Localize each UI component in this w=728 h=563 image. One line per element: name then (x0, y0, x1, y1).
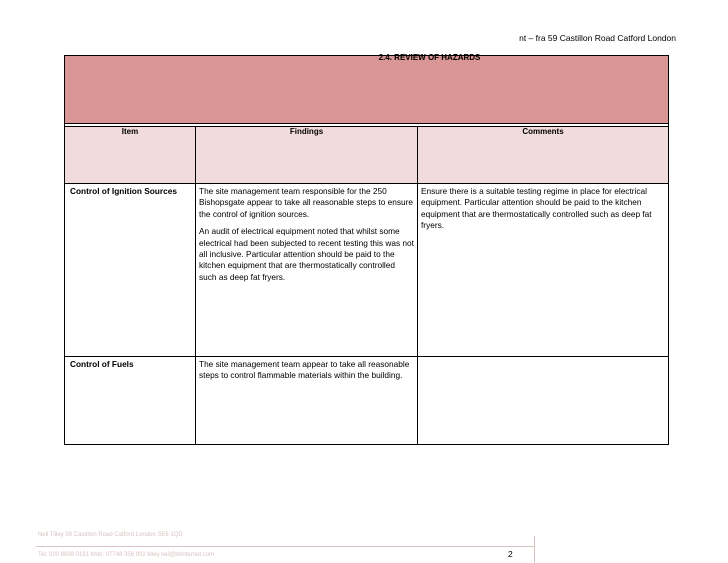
column-header-comments: Comments (418, 127, 669, 184)
footer-divider (36, 546, 534, 547)
table-title-cell (65, 53, 669, 124)
table-row (65, 357, 669, 445)
comments-cell (418, 357, 669, 445)
table-title-row (65, 56, 669, 124)
column-header-findings: Findings (196, 127, 418, 184)
table-row (65, 184, 669, 357)
page-number: 2 (508, 549, 513, 559)
footer-address: Neil Tilley 59 Castillon Road Catford London SE6 1QD (38, 532, 183, 538)
findings-paragraph: The site management team responsible for the 250 Bishopsgate appear to take all reasonable steps to ensure the control of ignition sources. (199, 186, 414, 219)
findings-cell (196, 357, 418, 445)
page-number-divider (534, 536, 535, 563)
findings-cell (196, 184, 418, 357)
item-cell: Control of Fuels (65, 357, 196, 445)
column-header-item: Item (65, 127, 196, 184)
findings-paragraph: The site management team appear to take all reasonable steps to control flammable materials within the building. (199, 359, 410, 381)
comments-cell: Ensure there is a suitable testing regime in place for electrical equipment. Particular attention should be paid to the kitchen equipment that are thermostatically controlled such as deep fat fryers. (418, 184, 669, 357)
findings-paragraph: An audit of electrical equipment noted that whilst some electrical had been subjected to recent testing this was not all inclusive. Particular attention should be paid to the kitchen equipment that are thermostatically controlled such as deep fat fryers. (199, 226, 414, 282)
running-header: nt – fra 59 Castillon Road Catford London (519, 33, 676, 43)
table-title: 2.4. REVIEW OF HAZARDS (378, 53, 481, 62)
hazards-table (64, 55, 669, 445)
table-header-row (65, 127, 669, 184)
item-cell: Control of Ignition Sources (65, 184, 196, 357)
footer-contact: Tel: 020 8698 0181 Mob: 07748 356 902 tilley.neil@btinternet.com (38, 552, 215, 558)
